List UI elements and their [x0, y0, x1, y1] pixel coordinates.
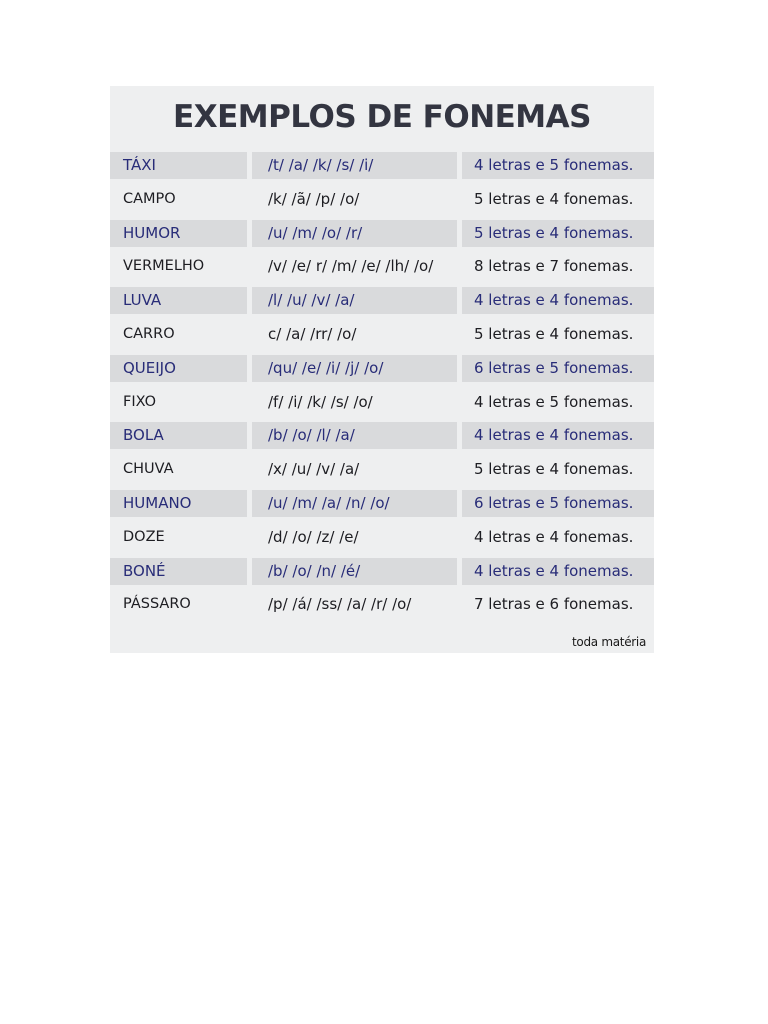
phonemes-cell: /l/ /u/ /v/ /a/: [252, 287, 457, 314]
table-row: [110, 591, 654, 618]
word-cell: CAMPO: [123, 190, 176, 207]
phonemes-cell: /t/ /a/ /k/ /s/ /i/: [252, 152, 457, 179]
phonemes-cell: /u/ /m/ /a/ /n/ /o/: [252, 490, 457, 517]
word-cell: DOZE: [123, 528, 165, 545]
count-cell: 4 letras e 4 fonemas.: [462, 422, 654, 449]
table-row: [110, 253, 654, 280]
count-cell: 4 letras e 5 fonemas.: [474, 392, 634, 411]
phonemes-cell: /qu/ /e/ /i/ /j/ /o/: [252, 355, 457, 382]
phonemes-cell: /v/ /e/ r/ /m/ /e/ /lh/ /o/: [268, 257, 434, 276]
table-row: [110, 355, 654, 382]
count-cell: 5 letras e 4 fonemas.: [474, 324, 634, 343]
table-row: [110, 287, 654, 314]
word-cell: FIXO: [123, 393, 157, 410]
word-cell: BONÉ: [110, 558, 247, 585]
phonemes-cell: /x/ /u/ /v/ /a/: [268, 460, 360, 479]
word-cell: QUEIJO: [110, 355, 247, 382]
table-row: [110, 422, 654, 449]
table-row: [110, 558, 654, 585]
table-row: [110, 456, 654, 483]
table-row: [110, 220, 654, 247]
word-cell: HUMANO: [110, 490, 247, 517]
table-row: [110, 321, 654, 348]
count-cell: 4 letras e 5 fonemas.: [462, 152, 654, 179]
page-title: EXEMPLOS DE FONEMAS: [173, 99, 591, 135]
count-cell: 5 letras e 4 fonemas.: [462, 220, 654, 247]
count-cell: 6 letras e 5 fonemas.: [462, 355, 654, 382]
word-cell: PÁSSARO: [123, 596, 191, 613]
phoneme-examples-card: [110, 86, 654, 653]
count-cell: 6 letras e 5 fonemas.: [462, 490, 654, 517]
phonemes-cell: /d/ /o/ /z/ /e/: [268, 527, 359, 546]
phonemes-cell: /f/ /i/ /k/ /s/ /o/: [268, 392, 373, 411]
count-cell: 7 letras e 6 fonemas.: [474, 595, 634, 614]
word-cell: VERMELHO: [123, 258, 205, 275]
phonemes-cell: /p/ /á/ /ss/ /a/ /r/ /o/: [268, 595, 412, 614]
phonemes-cell: /u/ /m/ /o/ /r/: [252, 220, 457, 247]
word-cell: LUVA: [110, 287, 247, 314]
count-cell: 4 letras e 4 fonemas.: [474, 527, 634, 546]
count-cell: 5 letras e 4 fonemas.: [474, 189, 634, 208]
table-row: [110, 490, 654, 517]
word-cell: BOLA: [110, 422, 247, 449]
count-cell: 8 letras e 7 fonemas.: [474, 257, 634, 276]
phoneme-table: [110, 152, 654, 625]
phonemes-cell: /b/ /o/ /l/ /a/: [252, 422, 457, 449]
count-cell: 4 letras e 4 fonemas.: [462, 558, 654, 585]
table-row: [110, 152, 654, 179]
word-cell: CHUVA: [123, 461, 174, 478]
phonemes-cell: c/ /a/ /rr/ /o/: [268, 324, 357, 343]
count-cell: 4 letras e 4 fonemas.: [462, 287, 654, 314]
word-cell: TÁXI: [110, 152, 247, 179]
word-cell: CARRO: [123, 325, 175, 342]
brand-logo: toda matéria: [572, 635, 646, 649]
table-row: [110, 389, 654, 416]
table-row: [110, 186, 654, 213]
count-cell: 5 letras e 4 fonemas.: [474, 460, 634, 479]
phonemes-cell: /k/ /ã/ /p/ /o/: [268, 189, 360, 208]
word-cell: HUMOR: [110, 220, 247, 247]
table-row: [110, 524, 654, 551]
phonemes-cell: /b/ /o/ /n/ /é/: [252, 558, 457, 585]
